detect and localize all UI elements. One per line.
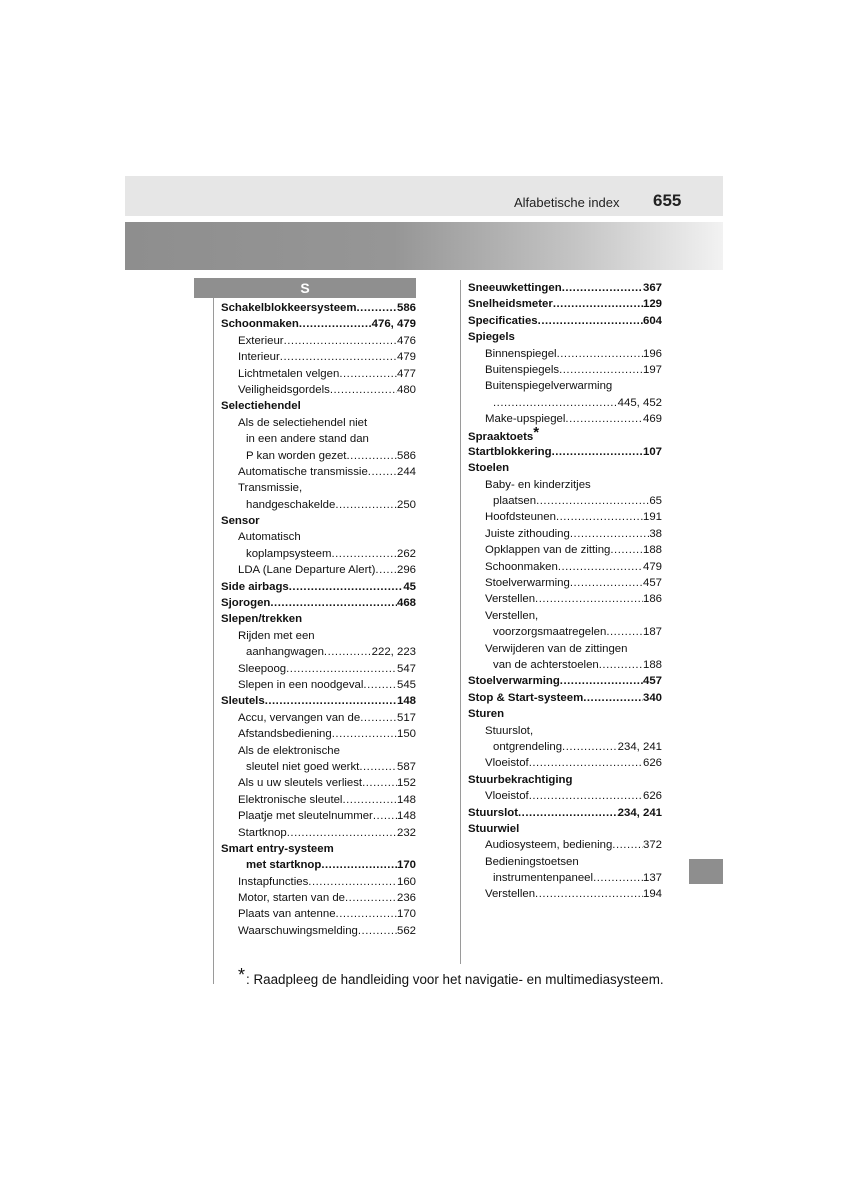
index-entry-page: 194 bbox=[642, 888, 662, 901]
index-entry bbox=[468, 280, 662, 296]
index-entry-text: Bedieningstoetsen bbox=[485, 855, 579, 868]
index-entry-page: 372 bbox=[642, 839, 662, 852]
index-entry bbox=[246, 497, 416, 513]
index-entry-text: aanhangwagen bbox=[246, 646, 324, 659]
index-entry-text: Schoonmaken bbox=[221, 318, 299, 331]
dot-leader bbox=[560, 673, 643, 689]
index-entry-text: Lichtmetalen velgen bbox=[238, 367, 340, 380]
index-entry bbox=[468, 296, 662, 312]
index-entry bbox=[485, 641, 662, 657]
index-entry bbox=[485, 378, 662, 394]
index-entry-text: Sleepoog bbox=[238, 662, 287, 675]
index-entry-asterisk: * bbox=[533, 423, 540, 441]
index-entry-text: Schakelblokkeersysteem bbox=[221, 302, 357, 314]
index-entry-text: Verstellen bbox=[485, 593, 536, 606]
dot-leader bbox=[538, 313, 643, 329]
index-entry bbox=[485, 575, 662, 591]
index-entry bbox=[238, 808, 416, 824]
index-entry-page: 186 bbox=[642, 593, 662, 606]
index-entry bbox=[238, 923, 416, 939]
dot-leader bbox=[331, 546, 397, 562]
index-entry bbox=[246, 857, 416, 873]
index-entry bbox=[485, 886, 662, 902]
index-entry bbox=[221, 611, 416, 627]
dot-leader bbox=[287, 825, 397, 841]
index-entry-page: 148 bbox=[396, 810, 416, 823]
index-entry-text: Accu, vervangen van de bbox=[238, 711, 361, 724]
index-entry-page: 129 bbox=[642, 298, 662, 311]
index-entry bbox=[468, 706, 662, 722]
index-entry-page: 296 bbox=[396, 564, 416, 577]
dot-leader bbox=[335, 497, 397, 513]
index-entry-page: 586 bbox=[396, 449, 416, 462]
index-entry-text: Instapfuncties bbox=[238, 875, 309, 888]
dot-leader bbox=[368, 464, 397, 480]
index-entry-page: 457 bbox=[642, 675, 662, 688]
dot-leader bbox=[562, 739, 618, 755]
index-entry-page: 457 bbox=[642, 577, 662, 590]
dot-leader bbox=[565, 411, 643, 427]
index-entry-page: 170 bbox=[396, 908, 416, 921]
index-entry-page: 38 bbox=[649, 527, 662, 540]
index-entry-text: van de achterstoelen bbox=[493, 658, 599, 671]
dot-leader bbox=[557, 346, 643, 362]
index-entry bbox=[468, 772, 662, 788]
index-entry-page: 191 bbox=[642, 511, 662, 524]
index-entry-text: koplampsysteem bbox=[246, 547, 332, 560]
index-entry bbox=[468, 690, 662, 706]
chapter-thumb-tab bbox=[689, 859, 723, 884]
index-entry bbox=[238, 366, 416, 382]
index-entry bbox=[238, 382, 416, 398]
dot-leader bbox=[556, 509, 643, 525]
dot-leader bbox=[599, 657, 643, 673]
dot-leader bbox=[536, 493, 649, 509]
index-entry-page: 626 bbox=[642, 757, 662, 770]
index-entry bbox=[221, 841, 416, 857]
index-entry-text: Make-upspiegel bbox=[485, 413, 566, 426]
index-entry-text: handgeschakelde bbox=[246, 498, 336, 511]
dot-leader bbox=[373, 808, 397, 824]
index-entry-page: 586 bbox=[396, 302, 416, 314]
index-entry-text: P kan worden gezet bbox=[246, 449, 347, 462]
index-entry-text: Stoelen bbox=[468, 462, 510, 475]
index-entry bbox=[493, 657, 662, 673]
index-entry bbox=[246, 431, 416, 447]
index-entry-text: Buitenspiegels bbox=[485, 363, 560, 376]
index-entry-page: 107 bbox=[642, 445, 662, 458]
index-entry-text: Afstandsbediening bbox=[238, 728, 332, 741]
index-entry-page: 545 bbox=[396, 678, 416, 691]
index-entry bbox=[468, 313, 662, 329]
index-entry-page: 222, 223 bbox=[371, 646, 416, 659]
index-entry bbox=[238, 710, 416, 726]
index-entry bbox=[485, 542, 662, 558]
dot-leader bbox=[286, 661, 397, 677]
index-column-right bbox=[468, 280, 662, 903]
index-entry-text: Vloeistof bbox=[485, 790, 529, 803]
index-entry-text: Slepen in een noodgeval bbox=[238, 678, 364, 691]
index-entry-text: in een andere stand dan bbox=[246, 433, 369, 446]
index-entry bbox=[468, 423, 662, 444]
index-entry bbox=[238, 529, 416, 545]
index-entry-text: plaatsen bbox=[493, 495, 537, 508]
index-entry-text: Opklappen van de zitting bbox=[485, 544, 611, 557]
index-entry bbox=[485, 559, 662, 575]
index-entry-page: 170 bbox=[396, 859, 416, 872]
index-entry bbox=[238, 825, 416, 841]
index-entry bbox=[246, 448, 416, 464]
page-number: 655 bbox=[653, 191, 682, 210]
index-entry-page: 232 bbox=[396, 826, 416, 839]
dot-leader bbox=[593, 870, 643, 886]
index-entry-text: Binnenspiegel bbox=[485, 347, 557, 360]
dot-leader bbox=[342, 792, 397, 808]
index-entry-text: Specificaties bbox=[468, 314, 538, 327]
index-entry bbox=[221, 316, 416, 332]
index-entry bbox=[493, 739, 662, 755]
index-entry-text: instrumentenpaneel bbox=[493, 872, 594, 885]
index-entry-text: Elektronische sleutel bbox=[238, 793, 343, 806]
index-entry-text: Als de elektronische bbox=[238, 744, 340, 757]
index-entry bbox=[221, 693, 416, 709]
index-entry bbox=[468, 460, 662, 476]
index-entry bbox=[468, 673, 662, 689]
index-entry bbox=[221, 579, 416, 595]
index-entry-page: 250 bbox=[396, 498, 416, 511]
index-entry bbox=[246, 546, 416, 562]
index-entry-text: Stuurwiel bbox=[468, 822, 520, 835]
index-column-left bbox=[221, 300, 416, 939]
dot-leader bbox=[359, 759, 397, 775]
index-entry bbox=[468, 329, 662, 345]
index-entry-text: Automatische transmissie bbox=[238, 465, 368, 478]
index-entry-text: Schoonmaken bbox=[485, 560, 558, 573]
dot-leader bbox=[570, 526, 649, 542]
index-entry-page: 234, 241 bbox=[617, 740, 662, 753]
index-entry-text: Stuurslot bbox=[468, 806, 518, 819]
dot-leader bbox=[559, 362, 643, 378]
index-entry bbox=[246, 644, 416, 660]
index-entry-text: Plaatje met sleutelnummer bbox=[238, 810, 373, 823]
index-entry-text: Motor, starten van de bbox=[238, 892, 346, 905]
column-divider-left bbox=[213, 298, 214, 984]
index-entry-text: ontgrendeling bbox=[493, 740, 563, 753]
index-entry bbox=[221, 595, 416, 611]
index-entry-page: 148 bbox=[396, 695, 416, 708]
index-entry-text: Stoelverwarming bbox=[468, 675, 560, 688]
index-entry-text: Spraaktoets bbox=[468, 430, 534, 443]
index-entry bbox=[238, 562, 416, 578]
dot-leader bbox=[518, 805, 618, 821]
index-entry-text: Smart entry-systeem bbox=[221, 842, 334, 855]
column-divider-middle bbox=[460, 280, 461, 964]
index-entry bbox=[485, 788, 662, 804]
index-entry bbox=[238, 333, 416, 349]
index-entry-text: Buitenspiegelverwarming bbox=[485, 380, 613, 393]
dot-leader bbox=[308, 874, 397, 890]
dot-leader bbox=[363, 677, 397, 693]
dot-leader bbox=[270, 595, 397, 611]
dot-leader bbox=[570, 575, 643, 591]
dot-leader bbox=[330, 382, 397, 398]
index-entry-page: 445, 452 bbox=[617, 396, 662, 409]
dot-leader bbox=[529, 788, 643, 804]
index-entry bbox=[238, 743, 416, 759]
dot-leader bbox=[558, 559, 643, 575]
index-entry-text: Verstellen, bbox=[485, 609, 539, 622]
dot-leader bbox=[284, 333, 397, 349]
index-entry-text: Stuurslot, bbox=[485, 724, 534, 737]
index-entry bbox=[238, 677, 416, 693]
index-entry-page: 152 bbox=[396, 777, 416, 790]
index-entry-page: 587 bbox=[396, 760, 416, 773]
dot-leader bbox=[332, 726, 397, 742]
index-entry-text: Hoofdsteunen bbox=[485, 511, 556, 524]
index-entry-page: 148 bbox=[396, 793, 416, 806]
index-entry bbox=[238, 349, 416, 365]
index-entry-text: Slepen/trekken bbox=[221, 613, 303, 626]
index-entry-text: Selectiehendel bbox=[221, 400, 301, 413]
index-entry-page: 150 bbox=[396, 728, 416, 741]
index-entry-text: Interieur bbox=[238, 351, 280, 364]
section-letter: S bbox=[194, 278, 416, 298]
index-entry-text: Juiste zithouding bbox=[485, 527, 570, 540]
index-entry-text: Stop & Start-systeem bbox=[468, 691, 584, 704]
index-entry-text: Stoelverwarming bbox=[485, 577, 570, 590]
index-entry bbox=[485, 591, 662, 607]
index-entry-page: 476, 479 bbox=[371, 318, 416, 331]
dot-leader bbox=[360, 710, 397, 726]
dot-leader bbox=[299, 316, 372, 332]
index-entry-text: Snelheidsmeter bbox=[468, 298, 553, 311]
index-entry-page: 137 bbox=[642, 872, 662, 885]
dot-leader bbox=[321, 857, 397, 873]
dot-leader bbox=[362, 775, 397, 791]
index-entry-page: 197 bbox=[642, 363, 662, 376]
index-entry bbox=[238, 661, 416, 677]
index-entry-page: 196 bbox=[642, 347, 662, 360]
index-entry-page: 367 bbox=[642, 282, 662, 294]
index-entry-text: Sleutels bbox=[221, 695, 265, 708]
index-entry bbox=[485, 346, 662, 362]
dot-leader bbox=[280, 349, 397, 365]
dot-leader bbox=[357, 300, 397, 316]
index-entry bbox=[485, 608, 662, 624]
index-entry-text: Vloeistof bbox=[485, 757, 529, 770]
index-entry-text: Audiosysteem, bediening bbox=[485, 839, 613, 852]
dot-leader bbox=[535, 886, 643, 902]
index-entry bbox=[485, 755, 662, 771]
index-entry-page: 340 bbox=[642, 691, 662, 704]
index-entry-text: Als u uw sleutels verliest bbox=[238, 777, 363, 790]
header-bar bbox=[125, 176, 723, 216]
index-entry bbox=[468, 444, 662, 460]
footnote-text: : Raadpleeg de handleiding voor het navigatie- en multimediasysteem. bbox=[246, 972, 664, 987]
index-entry bbox=[246, 759, 416, 775]
index-entry-page: 262 bbox=[396, 547, 416, 560]
index-entry-page: 626 bbox=[642, 790, 662, 803]
index-entry-page: 188 bbox=[642, 658, 662, 671]
index-entry-page: 187 bbox=[642, 626, 662, 639]
dot-leader bbox=[493, 395, 618, 411]
index-entry bbox=[468, 805, 662, 821]
index-entry-text: voorzorgsmaatregelen bbox=[493, 626, 607, 639]
dot-leader bbox=[346, 448, 397, 464]
header-gradient-band bbox=[125, 222, 723, 270]
index-entry-text: Transmissie, bbox=[238, 482, 303, 495]
index-entry-text: Sturen bbox=[468, 708, 505, 721]
index-entry-page: 477 bbox=[396, 367, 416, 380]
index-entry-page: 234, 241 bbox=[617, 806, 662, 819]
index-entry-text: Baby- en kinderzitjes bbox=[485, 478, 591, 491]
index-entry-page: 480 bbox=[396, 383, 416, 396]
index-entry-text: Sjorogen bbox=[221, 597, 271, 610]
dot-leader bbox=[375, 562, 397, 578]
dot-leader bbox=[606, 624, 643, 640]
dot-leader bbox=[552, 444, 643, 460]
dot-leader bbox=[289, 579, 404, 595]
index-entry bbox=[493, 624, 662, 640]
index-entry-text: Plaats van antenne bbox=[238, 908, 336, 921]
index-entry-text: Sensor bbox=[221, 515, 260, 528]
index-entry-text: Sneeuwkettingen bbox=[468, 282, 562, 294]
dot-leader bbox=[562, 280, 643, 296]
dot-leader bbox=[324, 644, 372, 660]
index-entry bbox=[221, 398, 416, 414]
index-entry bbox=[238, 792, 416, 808]
index-entry-text: Exterieur bbox=[238, 334, 284, 347]
index-entry bbox=[493, 493, 662, 509]
index-entry bbox=[238, 480, 416, 496]
index-entry bbox=[485, 837, 662, 853]
dot-leader bbox=[535, 591, 643, 607]
index-entry-page: 236 bbox=[396, 892, 416, 905]
index-entry bbox=[238, 726, 416, 742]
dot-leader bbox=[529, 755, 643, 771]
index-entry bbox=[238, 890, 416, 906]
index-entry bbox=[485, 411, 662, 427]
index-entry-page: 160 bbox=[396, 875, 416, 888]
index-entry bbox=[485, 854, 662, 870]
index-entry bbox=[485, 526, 662, 542]
index-entry-text: Startblokkering bbox=[468, 445, 552, 458]
index-entry bbox=[238, 906, 416, 922]
index-entry-page: 479 bbox=[642, 560, 662, 573]
index-entry-page: 604 bbox=[642, 314, 662, 327]
index-entry-page: 476 bbox=[396, 334, 416, 347]
dot-leader bbox=[336, 906, 397, 922]
index-entry-text: Veiligheidsgordels bbox=[238, 383, 330, 396]
index-entry-text: Automatisch bbox=[238, 531, 301, 544]
index-entry-page: 188 bbox=[642, 544, 662, 557]
index-entry-text: Stuurbekrachtiging bbox=[468, 773, 573, 786]
index-entry-text: sleutel niet goed werkt bbox=[246, 760, 360, 773]
index-entry-text: LDA (Lane Departure Alert) bbox=[238, 564, 376, 577]
footnote-asterisk: * bbox=[238, 965, 246, 985]
index-entry bbox=[485, 723, 662, 739]
index-entry-page: 468 bbox=[396, 597, 416, 610]
index-entry bbox=[238, 415, 416, 431]
dot-leader bbox=[553, 296, 643, 312]
index-entry bbox=[221, 513, 416, 529]
index-entry-page: 469 bbox=[642, 413, 662, 426]
index-entry-page: 517 bbox=[396, 711, 416, 724]
index-entry bbox=[485, 509, 662, 525]
index-entry bbox=[485, 477, 662, 493]
index-entry-text: Side airbags bbox=[221, 580, 289, 593]
index-entry-page: 479 bbox=[396, 351, 416, 364]
index-entry bbox=[238, 464, 416, 480]
dot-leader bbox=[583, 690, 643, 706]
header-title: Alfabetische index bbox=[514, 195, 620, 210]
index-entry-page: 244 bbox=[396, 465, 416, 478]
index-entry bbox=[238, 628, 416, 644]
index-entry-text: Rijden met een bbox=[238, 629, 315, 642]
index-entry bbox=[493, 870, 662, 886]
index-entry-page: 45 bbox=[403, 580, 416, 593]
index-entry bbox=[493, 395, 662, 411]
index-entry bbox=[238, 775, 416, 791]
index-entry-text: Spiegels bbox=[468, 331, 515, 344]
index-entry bbox=[485, 362, 662, 378]
index-entry-page: 547 bbox=[396, 662, 416, 675]
dot-leader bbox=[612, 837, 643, 853]
index-entry-text: Als de selectiehendel niet bbox=[238, 416, 368, 429]
index-entry-text: Waarschuwingsmelding bbox=[238, 924, 358, 937]
index-entry bbox=[468, 821, 662, 837]
dot-leader bbox=[358, 923, 397, 939]
dot-leader bbox=[339, 366, 397, 382]
dot-leader bbox=[345, 890, 397, 906]
dot-leader bbox=[265, 693, 397, 709]
index-entry bbox=[238, 874, 416, 890]
index-entry bbox=[221, 300, 416, 316]
index-entry-text: Verstellen bbox=[485, 888, 536, 901]
footnote bbox=[238, 965, 664, 989]
dot-leader bbox=[610, 542, 643, 558]
index-entry-page: 65 bbox=[649, 495, 662, 508]
index-entry-text: Verwijderen van de zittingen bbox=[485, 642, 628, 655]
index-entry-page: 562 bbox=[396, 924, 416, 937]
index-entry-text: met startknop bbox=[246, 859, 322, 872]
index-entry-text: Startknop bbox=[238, 826, 287, 839]
